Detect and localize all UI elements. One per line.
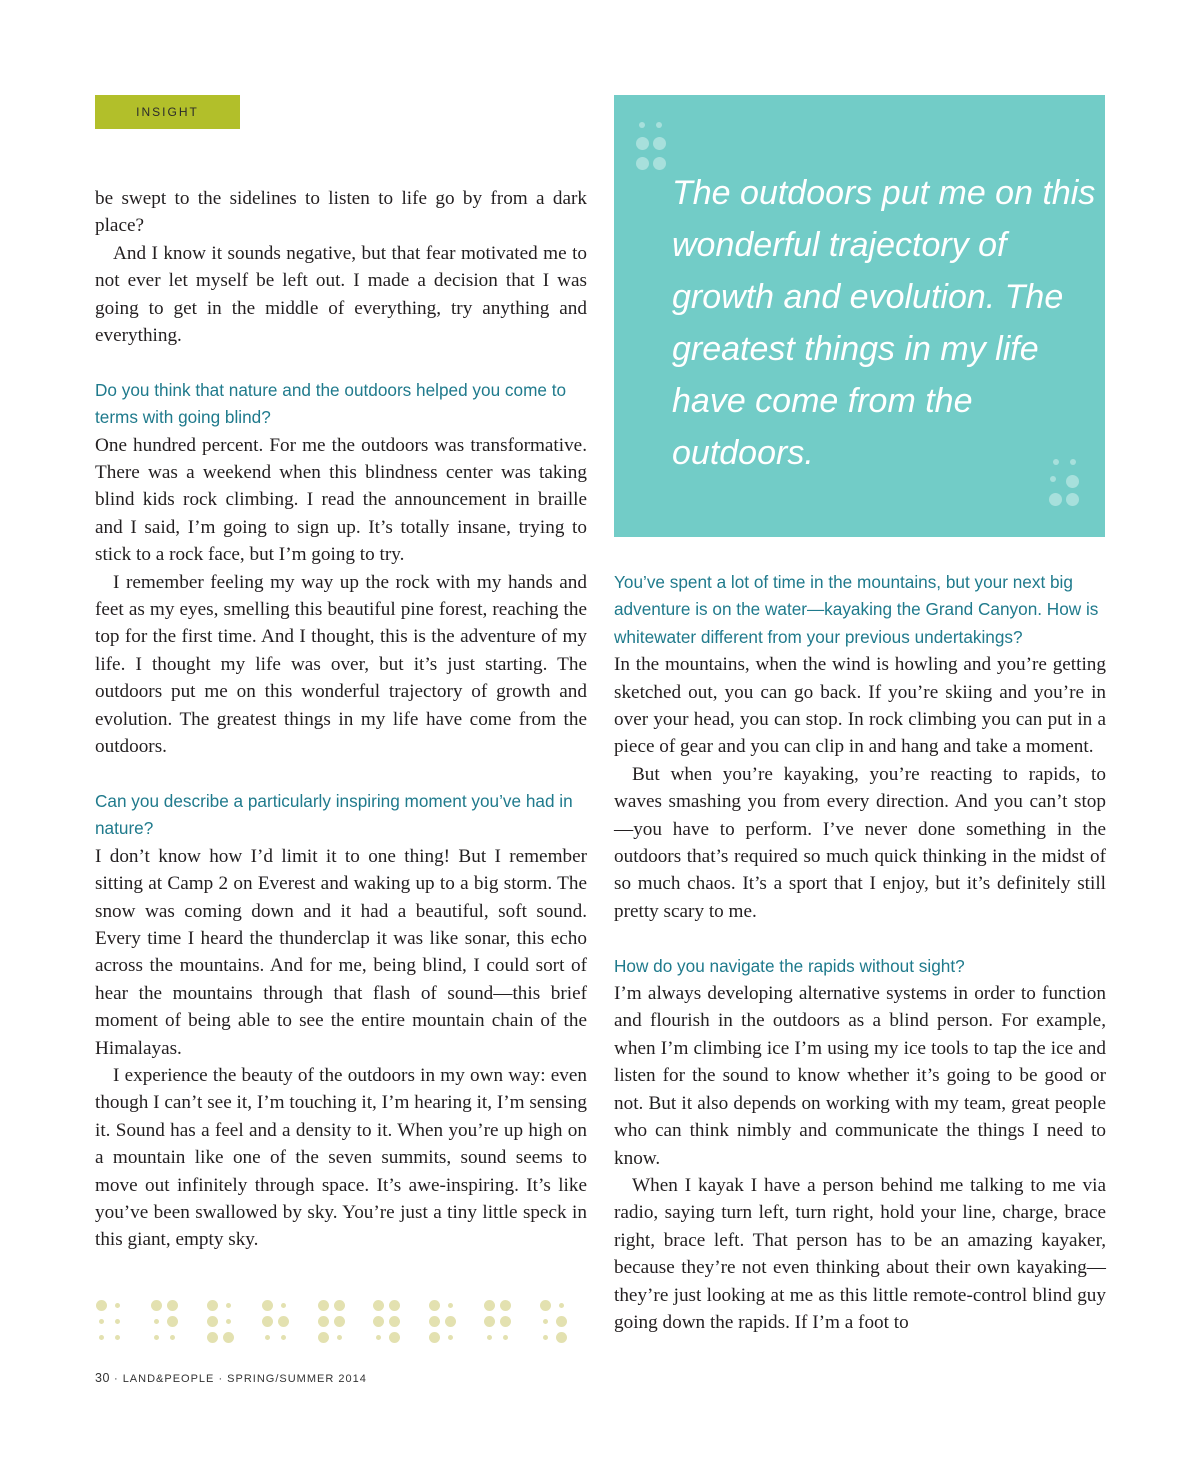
braille-dot: [170, 1335, 175, 1340]
body-paragraph: But when you’re kayaking, you’re reacting to rapids, to waves smashing you from every direction. And you can’t stop—you have to perform. I’ve never done something in the outdoors that’s required so much quick thinking in the midst of so much chaos. It’s a sport that I enjoy, but it’s definitely still pretty scary to me.: [614, 763, 1106, 922]
interview-question: Can you describe a particularly inspiring moment you’ve had in nature?: [95, 790, 573, 839]
paragraph-gap: [95, 349, 587, 376]
braille-dot: [540, 1300, 551, 1311]
braille-dot: [115, 1303, 120, 1308]
braille-dot: [226, 1303, 231, 1308]
paragraph-gap: [95, 761, 587, 788]
body-paragraph: One hundred percent. For me the outdoors was transformative. There was a weekend when this blindness center was taking blind kids rock climbing. I read the announcement in braille and I said, I’m going to sign up. It’s totally insane, trying to stick to a rock face, but I’m going to try.: [95, 434, 587, 566]
interview-question: Do you think that nature and the outdoors helped you come to terms with going blind?: [95, 379, 567, 428]
braille-dot: [262, 1316, 273, 1327]
braille-dot: [503, 1335, 508, 1340]
braille-dot: [389, 1332, 400, 1343]
braille-dot: [373, 1300, 384, 1311]
braille-dot: [334, 1300, 345, 1311]
body-paragraph: I’m always developing alternative systems in order to function and flourish in the outdoors as a blind person. For example, when I’m climbing ice I’m using my ice tools to tap the ice and listen for the sound to know whether it’s going to be good or not. But it also depends on working with my team, great people who can think nimbly and communicate the things I need to know.: [614, 983, 1106, 1169]
body-paragraph: In the mountains, when the wind is howling and you’re getting sketched out, you can go back. If you’re skiing and you’re in over your head, you can stop. In rock climbing you can put in a piece of gear and you can clip in and hang and take a moment.: [614, 654, 1106, 758]
braille-dot: [543, 1319, 548, 1324]
braille-dot: [487, 1335, 492, 1340]
body-paragraph: be swept to the sidelines to listen to life go by from a dark place?: [95, 188, 587, 237]
braille-dot: [334, 1316, 345, 1327]
right-column: [614, 569, 1106, 1336]
braille-dot: [99, 1335, 104, 1340]
braille-dot: [207, 1316, 218, 1327]
braille-dot: [223, 1332, 234, 1343]
braille-dot: [99, 1319, 104, 1324]
pull-quote: [614, 95, 1105, 537]
braille-dot: [281, 1303, 286, 1308]
body-paragraph: I experience the beauty of the outdoors in my own way: even though I can’t see it, I’m touching it, I’m hearing it, I’m sensing it. Sound has a feel and a density to it. When you’re up high on a mountain like one of the seven summits, sound seems to move out infinitely through space. It’s awe-inspiring. It’s like you’ve been swallowed by sky. You’re just a tiny little speck in this giant, empty sky.: [95, 1064, 587, 1251]
braille-dot: [265, 1335, 270, 1340]
braille-dot: [484, 1300, 495, 1311]
braille-dot: [115, 1335, 120, 1340]
braille-dot: [318, 1316, 329, 1327]
page-footer: [95, 1371, 367, 1385]
paragraph-gap: [614, 925, 1106, 952]
braille-dot: [500, 1300, 511, 1311]
braille-dot: [318, 1332, 329, 1343]
braille-dot: [151, 1300, 162, 1311]
braille-dot: [154, 1335, 159, 1340]
braille-dot: [556, 1316, 567, 1327]
body-paragraph: And I know it sounds negative, but that fear motivated me to not ever let myself be left out. I made a decision that I was going to get in the middle of everything, try anything and everything.: [95, 242, 587, 347]
braille-dot: [115, 1319, 120, 1324]
braille-dot: [389, 1300, 400, 1311]
braille-dot: [96, 1300, 107, 1311]
braille-dot: [262, 1300, 273, 1311]
braille-dot: [226, 1319, 231, 1324]
braille-dot: [484, 1316, 495, 1327]
body-paragraph: I remember feeling my way up the rock with my hands and feet as my eyes, smelling this beautiful pine forest, reaching the top for the first time. And I thought, this is the adventure of my life. I thought my life was over, but it’s just starting. The outdoors put me on this wonderful trajectory of growth and evolution. The greatest things in my life have come from the outdoors.: [95, 571, 587, 758]
braille-dot: [559, 1303, 564, 1308]
braille-dot: [318, 1300, 329, 1311]
braille-ornament: [95, 1299, 585, 1345]
braille-dot: [543, 1335, 548, 1340]
body-paragraph: When I kayak I have a person behind me talking to me via radio, saying turn left, turn right, hold your line, charge, brace right, brace left. That person has to be an amazing kayaker, because they’re not even thinking about their own kayaking—they’re just looking at me as this little remote-control blind guy going down the rapids. If I’m a foot to: [614, 1174, 1106, 1333]
braille-dot: [373, 1316, 384, 1327]
interview-question: You’ve spent a lot of time in the mountains, but your next big adventure is on the water—kayaking the Grand Canyon. How is whitewater different from your previous undertakings?: [614, 572, 1099, 647]
braille-dot: [167, 1300, 178, 1311]
publication-line: · LAND&PEOPLE · SPRING/SUMMER 2014: [113, 1373, 367, 1385]
braille-dot: [278, 1316, 289, 1327]
braille-dot: [167, 1316, 178, 1327]
braille-dot: [429, 1316, 440, 1327]
braille-dot: [389, 1316, 400, 1327]
left-column: [95, 185, 587, 1254]
braille-dot: [337, 1335, 342, 1340]
braille-dot: [429, 1332, 440, 1343]
braille-dot: [556, 1332, 567, 1343]
braille-dot: [500, 1316, 511, 1327]
pull-quote-text: The outdoors put me on this wonderful trajectory of growth and evolution. The greatest things in my life have come from the outdoors.: [672, 174, 1096, 472]
braille-dot: [429, 1300, 440, 1311]
section-tag: INSIGHT: [95, 95, 240, 129]
page-number: 30: [95, 1371, 110, 1385]
interview-question: How do you navigate the rapids without sight?: [614, 955, 965, 976]
braille-dot: [376, 1335, 381, 1340]
braille-dot: [207, 1300, 218, 1311]
braille-dot: [445, 1316, 456, 1327]
braille-dot: [448, 1335, 453, 1340]
body-paragraph: I don’t know how I’d limit it to one thing! But I remember sitting at Camp 2 on Everest and waking up to a big storm. The snow was coming down and it had a beautiful, soft sound. Every time I heard the thunderclap it was like sonar, this echo across the mountains. And for me, being blind, I could sort of hear the mountains through that flash of sound—this brief moment of being able to see the entire mountain chain of the Himalayas.: [95, 845, 587, 1059]
braille-dot: [207, 1332, 218, 1343]
braille-dot: [448, 1303, 453, 1308]
braille-dot: [154, 1319, 159, 1324]
braille-dot: [281, 1335, 286, 1340]
